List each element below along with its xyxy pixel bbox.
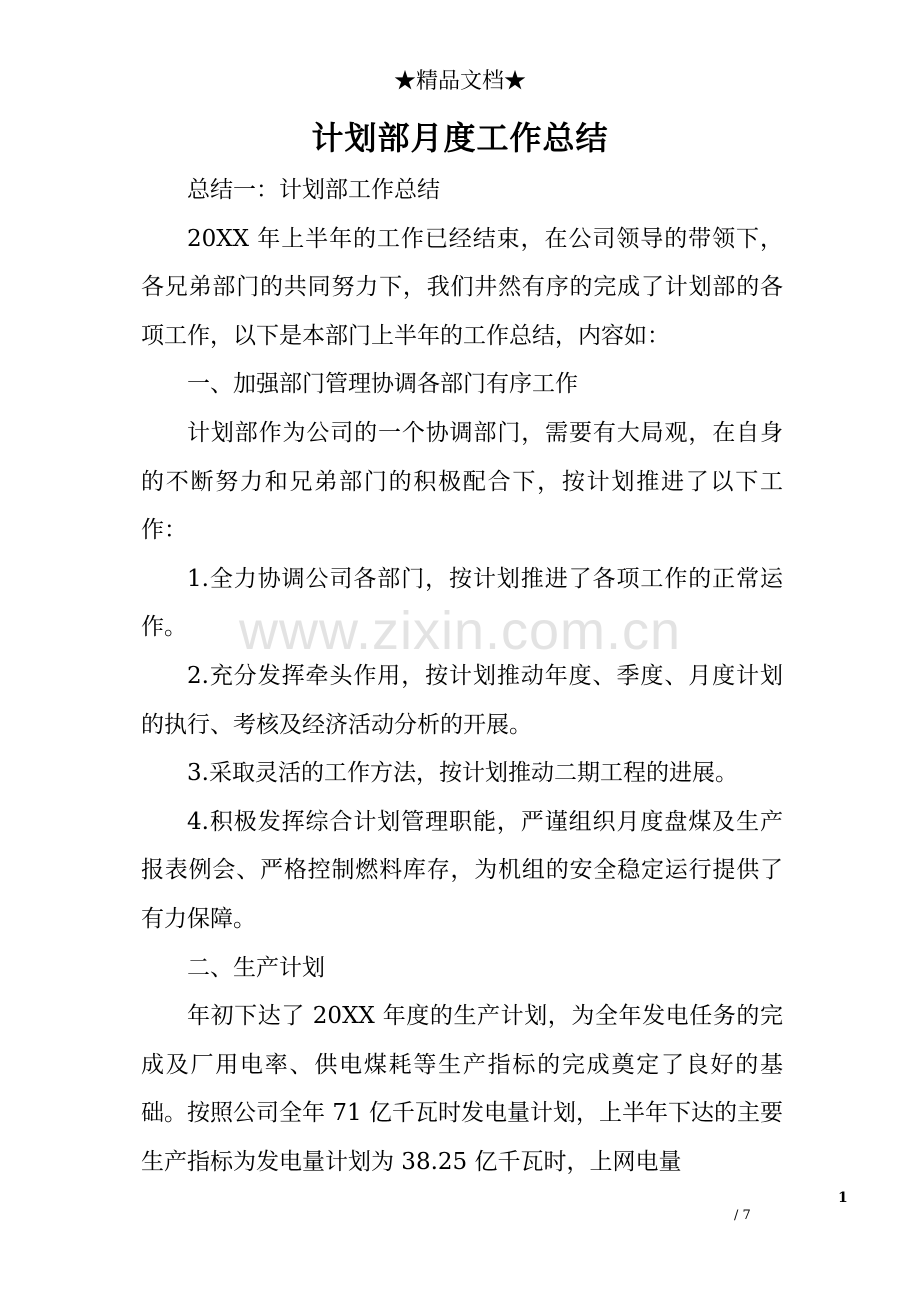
list-item-1: 1.全力协调公司各部门，按计划推进了各项工作的正常运作。 (141, 565, 783, 641)
list-item-3: 3.采取灵活的工作方法，按计划推动二期工程的进展。 (187, 760, 738, 787)
page-number: 1 (838, 1190, 848, 1206)
paragraph-production-plan: 年初下达了 20XX 年度的生产计划，为全年发电任务的完成及厂用电率、供电煤耗等生产指标的完成奠定了良好的基础。按照公司全年 71 亿千瓦时发电量计划，上半年下达的主要生产指标为发电量计划为 38.25 亿千瓦时，上网电量 (141, 1003, 783, 1175)
paragraph-intro: 20XX 年上半年的工作已经结束，在公司领导的带领下，各兄弟部门的共同努力下，我们井然有序的完成了计划部的各项工作，以下是本部门上半年的工作总结，内容如： (141, 225, 783, 349)
watermark: www.zixin.com.cn (238, 601, 682, 661)
paragraph-summary-heading: 总结一：计划部工作总结 (187, 177, 440, 203)
paragraph-coordination: 计划部作为公司的一个协调部门，需要有大局观，在自身的不断努力和兄弟部门的积极配合下，按计划推进了以下工作： (141, 419, 783, 544)
document-header: ★精品文档★ (393, 69, 526, 94)
list-item-4: 4.积极发挥综合计划管理职能，严谨组织月度盘煤及生产报表例会、严格控制燃料库存，为机组的安全稳定运行提供了有力保障。 (141, 808, 783, 932)
list-item-2: 2.充分发挥牵头作用，按计划推动年度、季度、月度计划的执行、考核及经济活动分析的开展。 (141, 662, 783, 738)
section-heading-1: 一、加强部门管理协调各部门有序工作 (187, 371, 578, 398)
section-heading-2: 二、生产计划 (187, 954, 325, 981)
document-body (141, 166, 783, 1186)
document-title: 计划部月度工作总结 (311, 119, 609, 157)
page-total: / 7 (734, 1208, 751, 1223)
